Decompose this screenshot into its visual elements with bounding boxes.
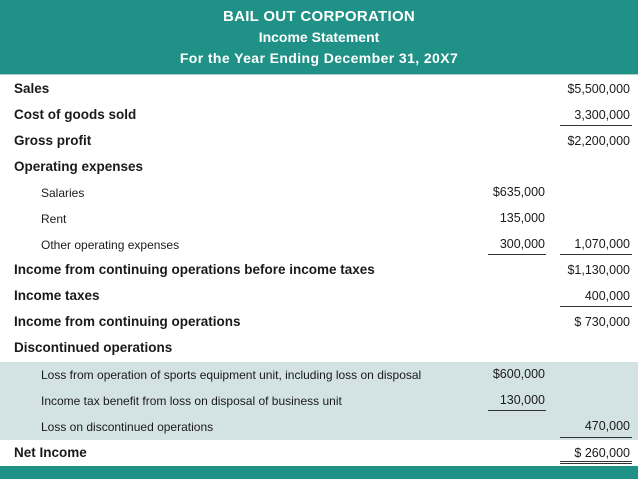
row-label: Cost of goods sold	[14, 107, 137, 122]
row-label: Gross profit	[14, 133, 92, 148]
row-label: Income from continuing operations	[14, 314, 241, 329]
row-net-income	[0, 441, 638, 467]
row-income-before-taxes	[0, 258, 638, 284]
row-label: Operating expenses	[14, 159, 144, 174]
row-loss-discontinued	[0, 414, 638, 440]
amount-total: $5,500,000	[567, 82, 630, 96]
underline	[560, 306, 632, 307]
footer-bar	[0, 466, 638, 479]
amount-total: 3,300,000	[574, 108, 630, 122]
row-label: Net Income	[14, 445, 87, 460]
row-label: Salaries	[41, 186, 85, 200]
amount-total: $1,130,000	[567, 263, 630, 277]
row-label: Sales	[14, 81, 50, 96]
statement-period: For the Year Ending December 31, 20X7	[179, 50, 459, 66]
row-operating-expenses	[0, 155, 638, 181]
amount-total: $ 730,000	[574, 315, 630, 329]
amount-total: $2,200,000	[567, 134, 630, 148]
row-label: Rent	[41, 212, 67, 226]
underline	[488, 254, 546, 255]
company-name: BAIL OUT CORPORATION	[222, 8, 416, 25]
row-label: Income from continuing operations before income taxes	[14, 262, 375, 277]
amount-total: 470,000	[584, 419, 630, 433]
row-salaries	[0, 180, 638, 206]
header-divider	[0, 74, 638, 75]
amount-detail: 300,000	[499, 237, 545, 251]
row-label: Income taxes	[14, 288, 100, 303]
statement-header	[0, 0, 638, 74]
row-label: Loss on discontinued operations	[41, 420, 214, 434]
statement-title: Income Statement	[258, 29, 380, 45]
row-label: Other operating expenses	[41, 238, 180, 252]
row-label: Income tax benefit from loss on disposal of business unit	[41, 394, 342, 408]
amount-total: $ 260,000	[574, 446, 630, 460]
amount-detail: 130,000	[499, 393, 545, 407]
underline	[560, 254, 632, 255]
underline	[488, 410, 546, 411]
row-cogs	[0, 103, 638, 129]
amount-total: 1,070,000	[574, 237, 630, 251]
amount-detail: $635,000	[492, 185, 545, 199]
amount-total: 400,000	[584, 289, 630, 303]
double-underline	[560, 461, 632, 464]
row-gross-profit	[0, 129, 638, 155]
row-label: Loss from operation of sports equipment unit, including loss on disposal	[41, 368, 422, 382]
row-income-continuing	[0, 310, 638, 336]
amount-detail: 135,000	[499, 211, 545, 225]
row-discontinued-operations	[0, 336, 638, 362]
row-sales	[0, 77, 638, 103]
amount-detail: $600,000	[492, 367, 545, 381]
row-rent	[0, 206, 638, 232]
row-label: Discontinued operations	[14, 340, 173, 355]
underline	[560, 125, 632, 126]
underline	[560, 437, 632, 438]
row-loss-operation	[0, 362, 638, 388]
row-income-taxes	[0, 284, 638, 310]
